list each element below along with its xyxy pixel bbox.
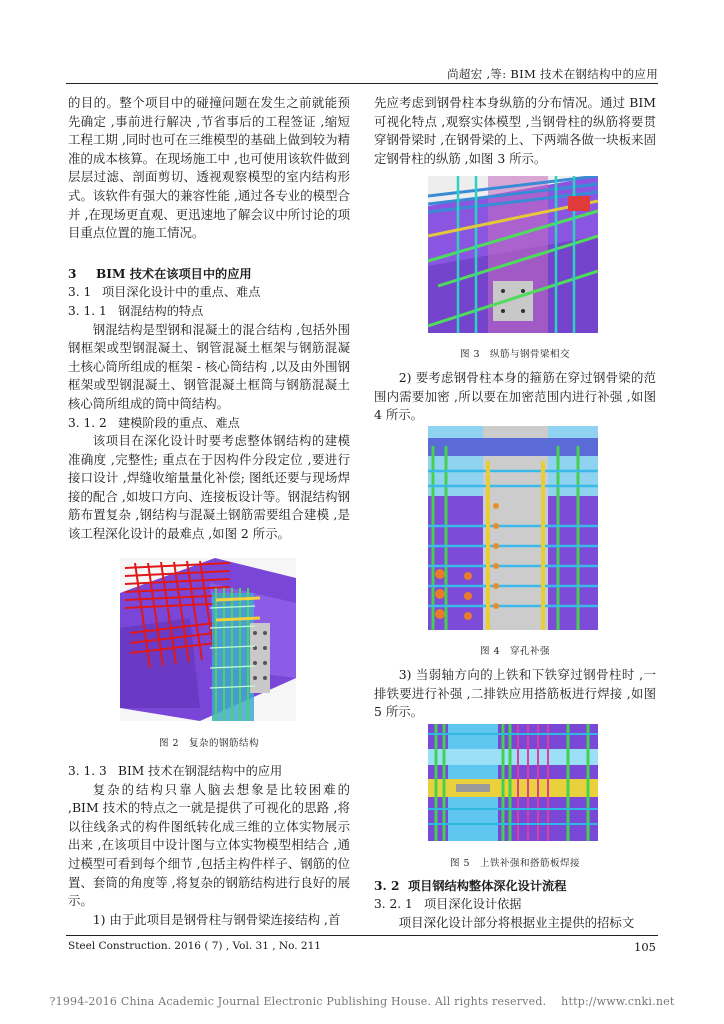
right-column-mid2 xyxy=(374,666,656,722)
figure-3-caption: 图 3 纵筋与钢骨梁相交 xyxy=(459,349,571,360)
section-3-2-1-heading xyxy=(374,895,656,914)
footer-rule xyxy=(66,935,658,936)
paragraph-item-2: 2) 要考虑钢骨柱本身的箍筋在穿过钢骨梁的范围内需要加密 ,所以要在加密范围内进行补强 ,如图 4 所示。 xyxy=(374,370,656,423)
paragraph-3-1-2: 该项目在深化设计时要考虑整体钢结构的建模准确度 ,完整性; 重点在于因构件分段定位 ,要进行接口设计 ,焊缝收缩量量化补偿; 图纸还要与现场焊接的配合 ,如坡口方向、连接板设计等。钢混结构钢筋布置复杂 ,钢结构与混凝土钢筋需要组合建模 ,是该工程深化设计的最难点 ,如图 2 所示。 xyxy=(68,433,350,542)
page-number: 105 xyxy=(634,940,656,954)
intro-paragraph: 的目的。整个项目中的碰撞问题在发生之前就能预先确定 ,事前进行解决 ,节省事后的工程签证 ,缩短工程工期 ,同时也可在三维模型的基础上做到较为精准的成本核算。在现场施工中 ,也可使用该软件做到层层过滤、剖面剪切、透视观察模型的室内结构形式。该软件有强大的兼容性能 ,通过各专业的模型合并 ,在现场更直观、更迅速地了解会议中所讨论的项目重点位置的施工情况。 xyxy=(68,95,350,241)
section-3-2-1-title: 项目深化设计依据 xyxy=(424,897,522,911)
header-rule xyxy=(66,83,658,84)
figure-2-image xyxy=(120,558,296,721)
section-3-1-title: 项目深化设计中的重点、难点 xyxy=(102,285,261,300)
running-header: 尚超宏 ,等: BIM 技术在钢结构中的应用 xyxy=(447,67,658,81)
paragraph-3-2-1: 项目深化设计部分将根据业主提供的招标文 xyxy=(398,914,635,930)
section-3-title: BIM 技术在该项目中的应用 xyxy=(96,266,252,281)
paragraph-item-1: 1) 由于此项目是钢骨柱与钢骨梁连接结构 ,首 xyxy=(92,911,341,927)
section-3-2-number: 3. 2 xyxy=(374,879,400,893)
figure-4-image xyxy=(428,426,598,630)
section-3-1-3-number: 3. 1. 3 xyxy=(68,764,107,778)
section-3-1-1-number: 3. 1. 1 xyxy=(68,303,107,318)
left-column xyxy=(68,94,350,544)
figure-4-caption: 图 4 穿孔补强 xyxy=(479,646,551,657)
section-3-2-heading xyxy=(374,877,656,896)
section-3-1-2-heading xyxy=(68,414,350,433)
section-3-2-title: 项目钢结构整体深化设计流程 xyxy=(408,879,567,893)
section-3-heading xyxy=(68,265,350,284)
figure-3-image xyxy=(428,176,598,333)
section-3-1-number: 3. 1 xyxy=(68,285,92,300)
figure-5-caption: 图 5 上铁补强和搭筋板焊接 xyxy=(449,858,581,869)
section-3-1-2-title: 建模阶段的重点、难点 xyxy=(118,415,240,430)
right-column-bottom-2 xyxy=(374,895,656,932)
journal-citation: Steel Construction. 2016 ( 7) , Vol. 31 , No. 211 xyxy=(68,940,321,952)
section-3-number: 3 xyxy=(68,266,77,281)
section-3-1-heading xyxy=(68,283,350,302)
paragraph-continued: 先应考虑到钢骨柱本身纵筋的分布情况。通过 BIM 可视化特点 ,观察实体模型 ,当钢骨柱的纵筋将要贯穿钢骨梁时 ,在钢骨梁的上、下两端各做一块板来固定钢骨柱的纵筋 ,如图 3 所示。 xyxy=(374,95,656,166)
figure-5-image xyxy=(428,724,598,841)
figure-2-caption: 图 2 复杂的钢筋结构 xyxy=(158,738,260,749)
section-3-1-3-heading xyxy=(68,762,350,781)
right-column-top xyxy=(374,94,656,168)
paragraph-3-1-1: 钢混结构是型钢和混凝土的混合结构 ,包括外围钢框架或型钢混凝土、钢管混凝土框架与钢筋混凝土核心筒所组成的框架 - 核心筒结构 ,以及由外围钢框架或型钢混凝土、钢管混凝土框筒与钢筋混凝土核心筒所组成的筒中筒结构。 xyxy=(68,321,350,411)
right-column-bottom xyxy=(374,877,656,896)
section-3-2-1-number: 3. 2. 1 xyxy=(374,897,413,911)
section-3-1-1-heading xyxy=(68,302,350,321)
paragraph-item-3: 3) 当弱轴方向的上铁和下铁穿过钢骨柱时 ,一排铁要进行补强 ,二排铁应用搭筋板进行焊接 ,如图 5 所示。 xyxy=(374,667,656,720)
paragraph-3-1-3: 复杂的结构只靠人脑去想象是比较困难的 ,BIM 技术的特点之一就是提供了可视化的思路 ,将以往线条式的构件图纸转化成三维的立体实物展示出来 ,在该项目中设计图与立体实物模型相结合 ,通过模型可看到每个细节 ,包括主构件样子、钢筋的位置、套筒的角度等 ,将复杂的钢筋结构进行良好的展示。 xyxy=(68,781,350,909)
left-column-lower xyxy=(68,762,350,929)
section-3-1-1-title: 钢混结构的特点 xyxy=(118,303,204,318)
copyright-line: ?1994-2016 China Academic Journal Electronic Publishing House. All rights reserved. http://www.cnki.net xyxy=(49,995,675,1008)
right-column-mid xyxy=(374,369,656,425)
section-3-1-2-number: 3. 1. 2 xyxy=(68,415,107,430)
section-3-1-3-title: BIM 技术在钢混结构中的应用 xyxy=(118,764,283,778)
